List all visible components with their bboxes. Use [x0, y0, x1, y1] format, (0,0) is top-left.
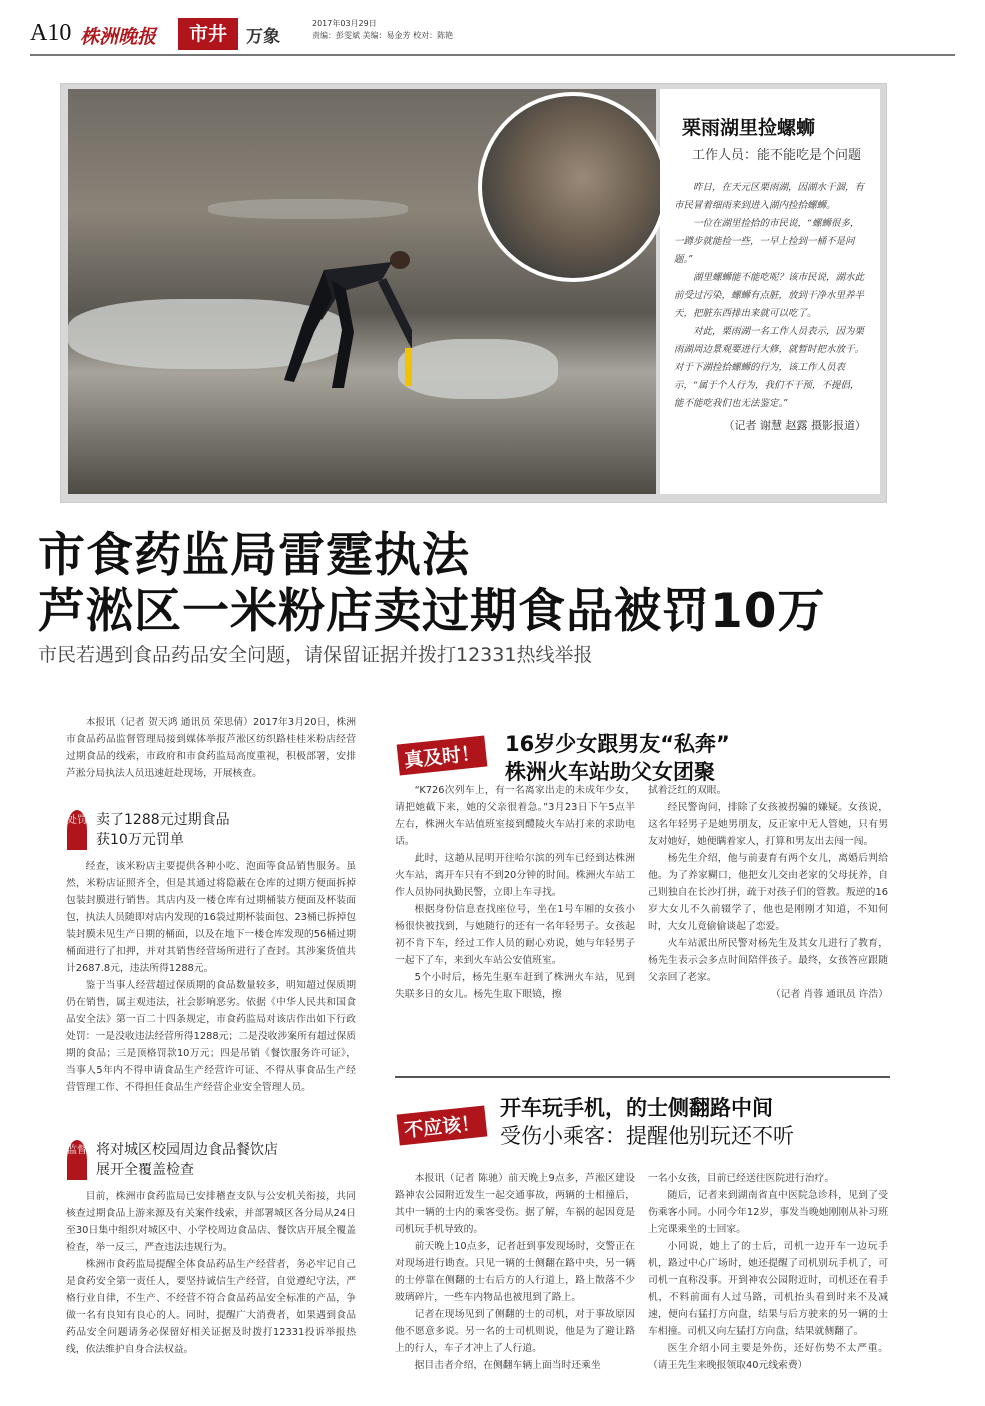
- body-paragraph: 株洲市食药监局提醒全体食品药品生产经营者，务必牢记自己是食药安全第一责任人，要坚持诚信生产经营，自觉遵纪守法，严格行业自律，不生产、不经营不符合食品药品安全标准的产品，争做一名有良知有良心的人。同时，提醒广大消费者，如果遇到食品药品安全问题请务必保留好相关证据及时拨打12331投诉举报热线，依法维护自身合法权益。: [66, 1259, 356, 1355]
- body-paragraph: 此时，这趟从昆明开往哈尔滨的列车已经到达株洲火车站，离开车只有不到20分钟的时间。株洲火车站工作人员协同执勤民警，立即上车寻找。: [395, 853, 635, 898]
- body-paragraph: 根据身份信息查找座位号，坐在1号车厢的女孩小杨很快被找到，与她随行的还有一名年轻男子。女孩起初不肯下车，经过工作人员的耐心劝说，她与年轻男子一起下了车，来到火车站公安值班室。: [395, 904, 635, 966]
- body-paragraph: 医生介绍小同主要是外伤，还好伤势不太严重。（请王先生来晚报领取40元线索费）: [648, 1343, 888, 1371]
- badge-supervision: 监督: [67, 1140, 87, 1180]
- body-paragraph: 拭着泛红的双眼。: [648, 785, 727, 796]
- body-paragraph: 鉴于当事人经营超过保质期的食品数量较多，明知超过保质期仍在销售，属主观违法，社会影响恶劣。依据《中华人民共和国食品安全法》第一百二十四条规定，市食药监局对该店作出如下行政处罚：一是没收违法经营所得1288元；二是没收涉案所有超过保质期的食品；三是顶格罚款10万元；四是吊销《餐饮服务许可证》，当事人5年内不得申请食品生产经营许可证、不得从事食品生产经营管理工作、不得担任食品生产经营企业安全管理人员。: [66, 980, 356, 1093]
- lead-paragraph: 本报讯（记者 贺天鸿 通讯员 荣思倩）2017年3月20日，株洲市食品药品监督管理局接到媒体举报芦淞区纺织路桂桂米粉店经营过期食品的线索，市政府和市食药监局高度重视，积极部署，安排芦淞分局执法人员迅速赶赴现场，开展核查。: [66, 717, 356, 779]
- story-divider: [395, 1076, 890, 1078]
- issue-meta: [312, 18, 453, 42]
- subhead-supervision: [96, 1140, 278, 1180]
- story2-col-1: [395, 782, 635, 1003]
- body-paragraph: 火车站派出所民警对杨先生及其女儿进行了教育，杨先生表示会多点时间陪伴孩子。最终，女孩答应跟随父亲回了老家。: [648, 938, 888, 983]
- story3-tag: 不应该！: [397, 1105, 488, 1145]
- body-paragraph: “K726次列车上，有一名离家出走的未成年少女，请把她截下来，她的父亲很着急。”3月23日下午5点半左右，株洲火车站值班室接到醴陵火车站打来的求助电话。: [395, 785, 635, 847]
- body-paragraph: 目前，株洲市食药监局已安排稽查支队与公安机关衔接，共同核查过期食品上游来源及有关案件线索，并部署城区各分局从24日至30日集中组织对城区中、小学校周边食品店、餐饮店开展全覆盖检查，举一反三，严查违法违规行为。: [66, 1191, 356, 1253]
- photo-caption-panel: [660, 89, 880, 494]
- subsection-label: 万象: [246, 27, 280, 47]
- badge-penalty: 处罚: [67, 810, 87, 850]
- photo-paragraph: 湖里螺蛳能不能吃呢？该市民说，湖水此前受过污染，螺蛳有点脏，放到干净水里养半天，把脏东西排出来就可以吃了。: [674, 272, 865, 319]
- headline-line-2: 芦淞区一米粉店卖过期食品被罚10万: [38, 584, 826, 639]
- body-paragraph: 前天晚上10点多，记者赶到事发现场时，交警正在对现场进行勘查。只见一辆的士侧翻在路中央，另一辆的士停靠在侧翻的士右后方的人行道上，路上散落不少玻璃碎片，一些车内物品也被甩到了路上。: [395, 1241, 635, 1303]
- headline-deck: 市民若遇到食品药品安全问题，请保留证据并拨打12331热线举报: [38, 644, 593, 666]
- body-paragraph: 随后，记者来到湖南省直中医院急诊科，见到了受伤乘客小同。小同今年12岁，事发当晚她刚刚从补习班上完课乘坐的士回家。: [648, 1190, 888, 1235]
- story2-title-2: 株洲火车站助父女团聚: [505, 760, 715, 784]
- story3-title-2: 受伤小乘客：提醒他别玩还不听: [500, 1124, 794, 1148]
- subhead-penalty: [96, 810, 230, 850]
- photo-paragraph: 昨日，在天元区栗雨湖，因湖水干涸，有市民冒着细雨来到进入湖内捡拾螺蛳。: [674, 182, 865, 211]
- photo-title: 栗雨湖里捡螺蛳: [682, 117, 816, 139]
- section-badge: 市井: [178, 18, 238, 50]
- subhead-line: 展开全覆盖检查: [96, 1162, 194, 1178]
- subhead-line: 卖了1288元过期食品: [96, 812, 230, 828]
- story3-headline: [500, 1094, 794, 1150]
- body-paragraph: 经查，该米粉店主要提供各种小吃、泡面等食品销售服务。虽然，米粉店证照齐全，但是其通过将隐蔽在仓库的过期方便面拆掉包装封膜进行销售。其店内及一楼仓库有过期桶装方便面及杯装面包，执法人员随即对店内发现的16袋过期杯装面包、23桶已拆掉包装封膜未见生产日期的桶面，以及在地下一楼仓库发现的56桶过期桶面进行了扣押，并对其销售经营场所进行了查封。其涉案货值共计2687.8元，违法所得1288元。: [66, 861, 356, 974]
- story3-col-1: [395, 1170, 635, 1374]
- story2-tag: 真及时！: [397, 735, 488, 775]
- main-headline: [38, 528, 958, 640]
- photo-paragraph: 对此，栗雨湖一名工作人员表示，因为栗雨湖周边景观要进行大修，就暂时把水放干。对于下湖捡拾螺蛳的行为，该工作人员表示，“属于个人行为，我们不干预，不提倡，能不能吃我们也无法鉴定。”: [674, 326, 865, 409]
- main-story-body-2: [66, 1188, 356, 1358]
- story2-col-2: [648, 782, 888, 1003]
- body-paragraph: 一名小女孩，目前已经送往医院进行治疗。: [648, 1173, 835, 1184]
- photo-credit: （记者 谢慧 赵露 摄影报道）: [723, 419, 866, 432]
- issue-editors: 责编：彭雯斌 美编：易金芳 校对：陈艳: [312, 31, 454, 40]
- photo-subtitle: 工作人员：能不能吃是个问题: [692, 148, 862, 163]
- story3-col-2: [648, 1170, 888, 1374]
- body-paragraph: 5个小时后，杨先生驱车赶到了株洲火车站，见到失联多日的女儿。杨先生取下眼镜，擦: [395, 972, 635, 1000]
- story2-headline: [505, 730, 730, 786]
- page-number: A10: [30, 20, 72, 46]
- main-story-lead: [66, 714, 356, 782]
- headline-line-1: 市食药监局雷霆执法: [38, 528, 470, 583]
- body-paragraph: 杨先生介绍，他与前妻育有两个女儿，离婚后判给他。为了养家糊口，他把女儿交由老家的父母抚养，自己则独自在长沙打拼，疏于对孩子们的管教。叛逆的16岁大女儿不久前辍学了，他也是刚刚才知道，不知何时，大女儿竟偷偷谈起了恋爱。: [648, 853, 888, 932]
- snail-closeup-photo: [478, 92, 668, 282]
- main-story-body-1: [66, 858, 356, 1096]
- subhead-line: 获10万元罚单: [96, 832, 184, 848]
- body-paragraph: 小同说，她上了的士后，司机一边开车一边玩手机，路过中心广场时，她还提醒了司机别玩手机了，可司机一直称没事。开到神农公园附近时，司机还在看手机，不料前面有人过马路，司机抬头看到时来不及减速，便向右猛打方向盘，结果与后方驶来的另一辆的士车相撞。司机又向左猛打方向盘，结果就侧翻了。: [648, 1241, 888, 1337]
- body-paragraph: 本报讯（记者 陈驰）前天晚上9点多，芦淞区建设路神农公园附近发生一起交通事故，两辆的士相撞后，其中一辆的士内的乘客受伤。据了解，车祸的起因竟是司机玩手机导致的。: [395, 1173, 635, 1235]
- story2-credit: （记者 肖蓉 通讯员 许浩）: [770, 989, 888, 1000]
- photo-paragraph: 一位在湖里捡拾的市民说，“螺蛳很多，一蹲步就能捡一些，一早上捡到一桶不是问题。”: [674, 218, 860, 265]
- newspaper-brand: 株洲晚报: [80, 26, 157, 48]
- person-figure-icon: [262, 240, 412, 390]
- story3-title-1: 开车玩手机，的士侧翻路中间: [500, 1096, 773, 1120]
- body-paragraph: 记者在现场见到了侧翻的士的司机，对于事故原因他不愿意多说。另一名的士司机则说，他是为了避让路上的行人，车子才冲上了人行道。: [395, 1309, 635, 1354]
- subhead-line: 将对城区校园周边食品餐饮店: [96, 1142, 278, 1158]
- header-divider: [30, 54, 955, 56]
- story2-title-1: 16岁少女跟男友“私奔”: [505, 732, 730, 756]
- body-paragraph: 据目击者介绍，在侧翻车辆上面当时还乘坐: [414, 1360, 601, 1371]
- issue-date: 2017年03月29日: [312, 19, 377, 28]
- body-paragraph: 经民警询问，排除了女孩被拐骗的嫌疑。女孩说，这名年轻男子是她男朋友，反正家中无人管她，只有男友对她好，她便瞒着家人，打算和男友出去闯一闯。: [648, 802, 888, 847]
